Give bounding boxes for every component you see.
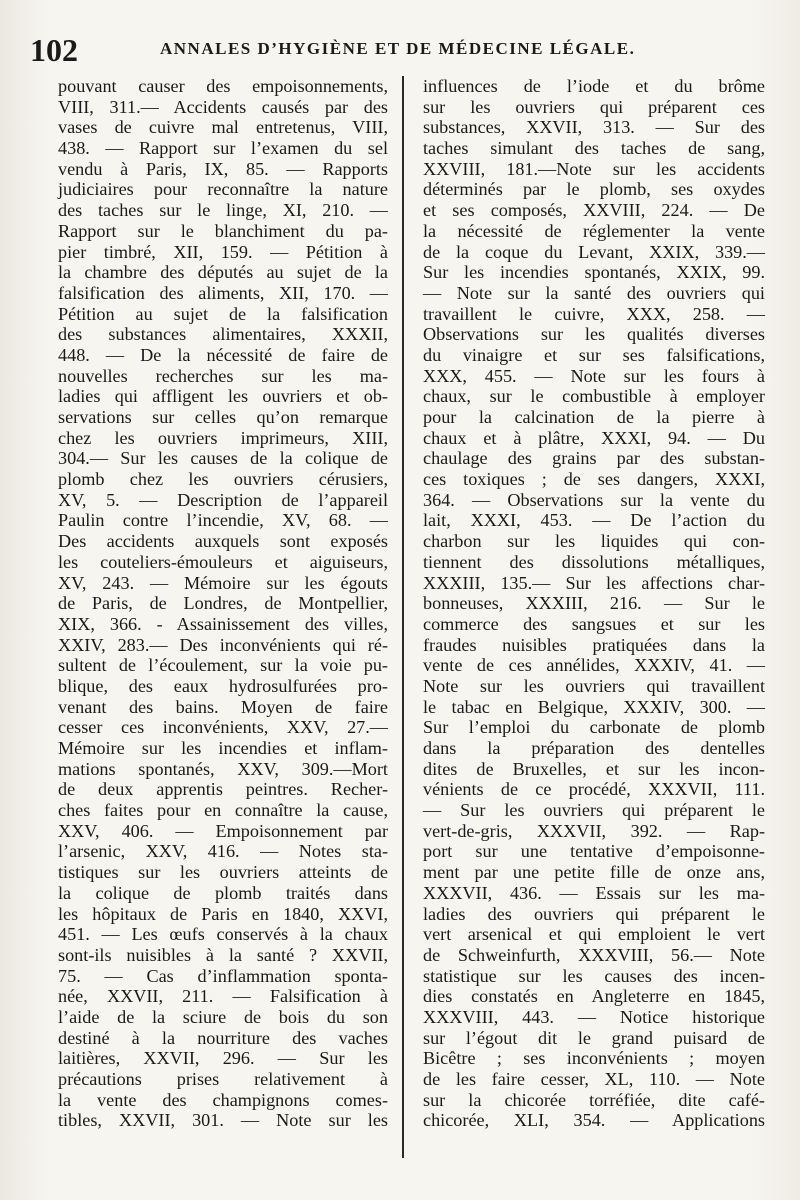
text-line: statistique sur les causes des incen- bbox=[423, 965, 765, 986]
text-line: 75. — Cas d’inflammation sponta- bbox=[58, 965, 388, 986]
text-line: sont-ils nuisibles à la santé ? XXVII, bbox=[58, 944, 388, 965]
text-line: fraudes nuisibles pratiquées dans la bbox=[423, 634, 765, 655]
text-line: précautions prises relativement à bbox=[58, 1069, 388, 1089]
text-line: lait, XXXI, 453. — De l’action du bbox=[423, 510, 765, 531]
text-line: XV, 5. — Description de l’appareil bbox=[58, 489, 388, 510]
text-line: servations sur celles qu’on remarque bbox=[58, 407, 388, 427]
left-text-column bbox=[58, 76, 388, 1131]
text-line: XIX, 366. - Assainissement des villes, bbox=[58, 613, 388, 634]
text-line: l’aide de la sciure de bois du son bbox=[58, 1006, 388, 1027]
text-line: l’arsenic, XXV, 416. — Notes sta- bbox=[58, 841, 388, 862]
text-line: vert-de-gris, XXXVII, 392. — Rap- bbox=[423, 820, 765, 841]
text-line: cesser ces inconvénients, XXV, 27.— bbox=[58, 717, 388, 738]
text-line: chicorée, XLI, 354. — Applications bbox=[423, 1110, 765, 1131]
text-line: de Schweinfurth, XXXVIII, 56.— Note bbox=[423, 944, 765, 965]
text-line: ment par une petite fille de onze ans, bbox=[423, 862, 765, 883]
text-line: sur l’égout dit le grand puisard de bbox=[423, 1027, 765, 1048]
text-line: pouvant causer des empoisonnements, bbox=[58, 76, 388, 96]
text-line: chez les ouvriers imprimeurs, XIII, bbox=[58, 427, 388, 448]
text-line: XXV, 406. — Empoisonnement par bbox=[58, 820, 388, 841]
text-line: vert arsenical et qui emploient le vert bbox=[423, 924, 765, 945]
text-line: XXIV, 283.— Des inconvénients qui ré- bbox=[58, 634, 388, 655]
text-line: des substances alimentaires, XXXII, bbox=[58, 324, 388, 345]
text-line: Sur l’emploi du carbonate de plomb bbox=[423, 717, 765, 738]
text-line: ladies des ouvriers qui préparent le bbox=[423, 903, 765, 924]
text-line: Des accidents auxquels sont exposés bbox=[58, 531, 388, 552]
text-line: vente de ces annélides, XXXIV, 41. — bbox=[423, 655, 765, 676]
text-line: ces toxiques ; de ses dangers, XXXI, bbox=[423, 469, 765, 490]
text-line: vendu à Paris, IX, 85. — Rapports bbox=[58, 158, 388, 179]
text-line: sur la chicorée torréfiée, dite café- bbox=[423, 1089, 765, 1110]
text-line: chaux et à plâtre, XXXI, 94. — Du bbox=[423, 427, 765, 448]
text-line: née, XXVII, 211. — Falsification à bbox=[58, 986, 388, 1007]
text-line: Mémoire sur les incendies et inflam- bbox=[58, 738, 388, 758]
column-divider bbox=[402, 76, 404, 1158]
text-line: tistiques sur les ouvriers atteints de bbox=[58, 862, 388, 883]
text-line: tibles, XXVII, 301. — Note sur les bbox=[58, 1110, 388, 1131]
text-line: 448. — De la nécessité de faire de bbox=[58, 344, 388, 365]
text-line: tiennent des dissolutions métalliques, bbox=[423, 551, 765, 572]
text-line: Bicêtre ; ses inconvénients ; moyen bbox=[423, 1048, 765, 1069]
text-line: falsification des aliments, XII, 170. — bbox=[58, 282, 388, 303]
text-line: Pétition au sujet de la falsification bbox=[58, 303, 388, 324]
text-line: blique, des eaux hydrosulfurées pro- bbox=[58, 675, 388, 696]
text-line: XV, 243. — Mémoire sur les égouts bbox=[58, 572, 388, 593]
text-line: XXXVIII, 443. — Notice historique bbox=[423, 1006, 765, 1027]
text-line: chaux, sur le combustible à employer bbox=[423, 386, 765, 407]
text-line: vases de cuivre mal entretenus, VIII, bbox=[58, 117, 388, 138]
text-line: 438. — Rapport sur l’examen du sel bbox=[58, 138, 388, 159]
text-line: travaillent le cuivre, XXX, 258. — bbox=[423, 303, 765, 324]
text-line: plomb chez les ouvriers cérusiers, bbox=[58, 469, 388, 490]
text-line: laitières, XXVII, 296. — Sur les bbox=[58, 1048, 388, 1069]
text-line: du vinaigre et sur ses falsifications, bbox=[423, 344, 765, 365]
text-line: pour la calcination de la pierre à bbox=[423, 407, 765, 427]
text-line: ladies qui affligent les ouvriers et ob- bbox=[58, 386, 388, 407]
text-line: venant des bains. Moyen de faire bbox=[58, 696, 388, 717]
text-line: Paulin contre l’incendie, XV, 68. — bbox=[58, 510, 388, 531]
text-line: ches faites pour en connaître la cause, bbox=[58, 800, 388, 821]
text-line: sultent de l’écoulement, sur la voie pu- bbox=[58, 655, 388, 676]
text-line: mations spontanés, XXV, 309.—Mort bbox=[58, 758, 388, 779]
text-line: la nécessité de réglementer la vente bbox=[423, 220, 765, 241]
text-line: vénients de ce procédé, XXXVII, 111. bbox=[423, 779, 765, 800]
text-line: — Sur les ouvriers qui préparent le bbox=[423, 800, 765, 821]
page-number: 102 bbox=[30, 32, 78, 68]
text-line: dites de Bruxelles, et sur les incon- bbox=[423, 758, 765, 779]
text-line: 364. — Observations sur la vente du bbox=[423, 489, 765, 510]
text-line: déterminés par le plomb, ses oxydes bbox=[423, 179, 765, 200]
text-line: Note sur les ouvriers qui travaillent bbox=[423, 675, 765, 696]
text-line: dies constatés en Angleterre en 1845, bbox=[423, 986, 765, 1007]
text-line: XXX, 455. — Note sur les fours à bbox=[423, 365, 765, 386]
text-line: des taches sur le linge, XI, 210. — bbox=[58, 200, 388, 221]
text-line: les couteliers-émouleurs et aiguiseurs, bbox=[58, 551, 388, 572]
text-line: Rapport sur le blanchiment du pa- bbox=[58, 220, 388, 241]
text-line: charbon sur les liquides qui con- bbox=[423, 531, 765, 552]
text-line: XXXIII, 135.— Sur les affections char- bbox=[423, 572, 765, 593]
text-line: dans la préparation des dentelles bbox=[423, 738, 765, 758]
text-line: 451. — Les œufs conservés à la chaux bbox=[58, 924, 388, 945]
text-line: 304.— Sur les causes de la colique de bbox=[58, 448, 388, 469]
text-line: chaulage des grains par des substan- bbox=[423, 448, 765, 469]
text-line: la vente des champignons comes- bbox=[58, 1089, 388, 1110]
text-line: la chambre des députés au sujet de la bbox=[58, 262, 388, 283]
text-line: de les faire cesser, XL, 110. — Note bbox=[423, 1069, 765, 1089]
text-line: destiné à la nourriture des vaches bbox=[58, 1027, 388, 1048]
text-line: la colique de plomb traités dans bbox=[58, 882, 388, 903]
text-line: bonneuses, XXXIII, 216. — Sur le bbox=[423, 593, 765, 614]
text-line: XXXVII, 436. — Essais sur les ma- bbox=[423, 882, 765, 903]
text-line: port sur une tentative d’empoisonne- bbox=[423, 841, 765, 862]
text-line: substances, XXVII, 313. — Sur des bbox=[423, 117, 765, 138]
text-line: de la coque du Levant, XXIX, 339.— bbox=[423, 241, 765, 262]
text-line: taches simulant des taches de sang, bbox=[423, 138, 765, 159]
text-line: de Paris, de Londres, de Montpellier, bbox=[58, 593, 388, 614]
text-line: commerce des sangsues et sur les bbox=[423, 613, 765, 634]
text-line: nouvelles recherches sur les ma- bbox=[58, 365, 388, 386]
text-line: de deux apprentis peintres. Recher- bbox=[58, 779, 388, 800]
text-line: — Note sur la santé des ouvriers qui bbox=[423, 282, 765, 303]
running-title: ANNALES D’HYGIÈNE ET DE MÉDECINE LÉGALE. bbox=[160, 39, 636, 58]
text-line: pier timbré, XII, 159. — Pétition à bbox=[58, 241, 388, 262]
text-line: Sur les incendies spontanés, XXIX, 99. bbox=[423, 262, 765, 283]
page-header bbox=[30, 32, 770, 72]
text-line: influences de l’iode et du brôme bbox=[423, 76, 765, 96]
text-line: VIII, 311.— Accidents causés par des bbox=[58, 96, 388, 117]
text-line: et ses composés, XXVIII, 224. — De bbox=[423, 200, 765, 221]
text-line: les hôpitaux de Paris en 1840, XXVI, bbox=[58, 903, 388, 924]
right-text-column bbox=[423, 76, 765, 1131]
text-line: judiciaires pour reconnaître la nature bbox=[58, 179, 388, 200]
text-line: sur les ouvriers qui préparent ces bbox=[423, 96, 765, 117]
text-line: XXVIII, 181.—Note sur les accidents bbox=[423, 158, 765, 179]
text-line: le tabac en Belgique, XXXIV, 300. — bbox=[423, 696, 765, 717]
text-line: Observations sur les qualités diverses bbox=[423, 324, 765, 345]
